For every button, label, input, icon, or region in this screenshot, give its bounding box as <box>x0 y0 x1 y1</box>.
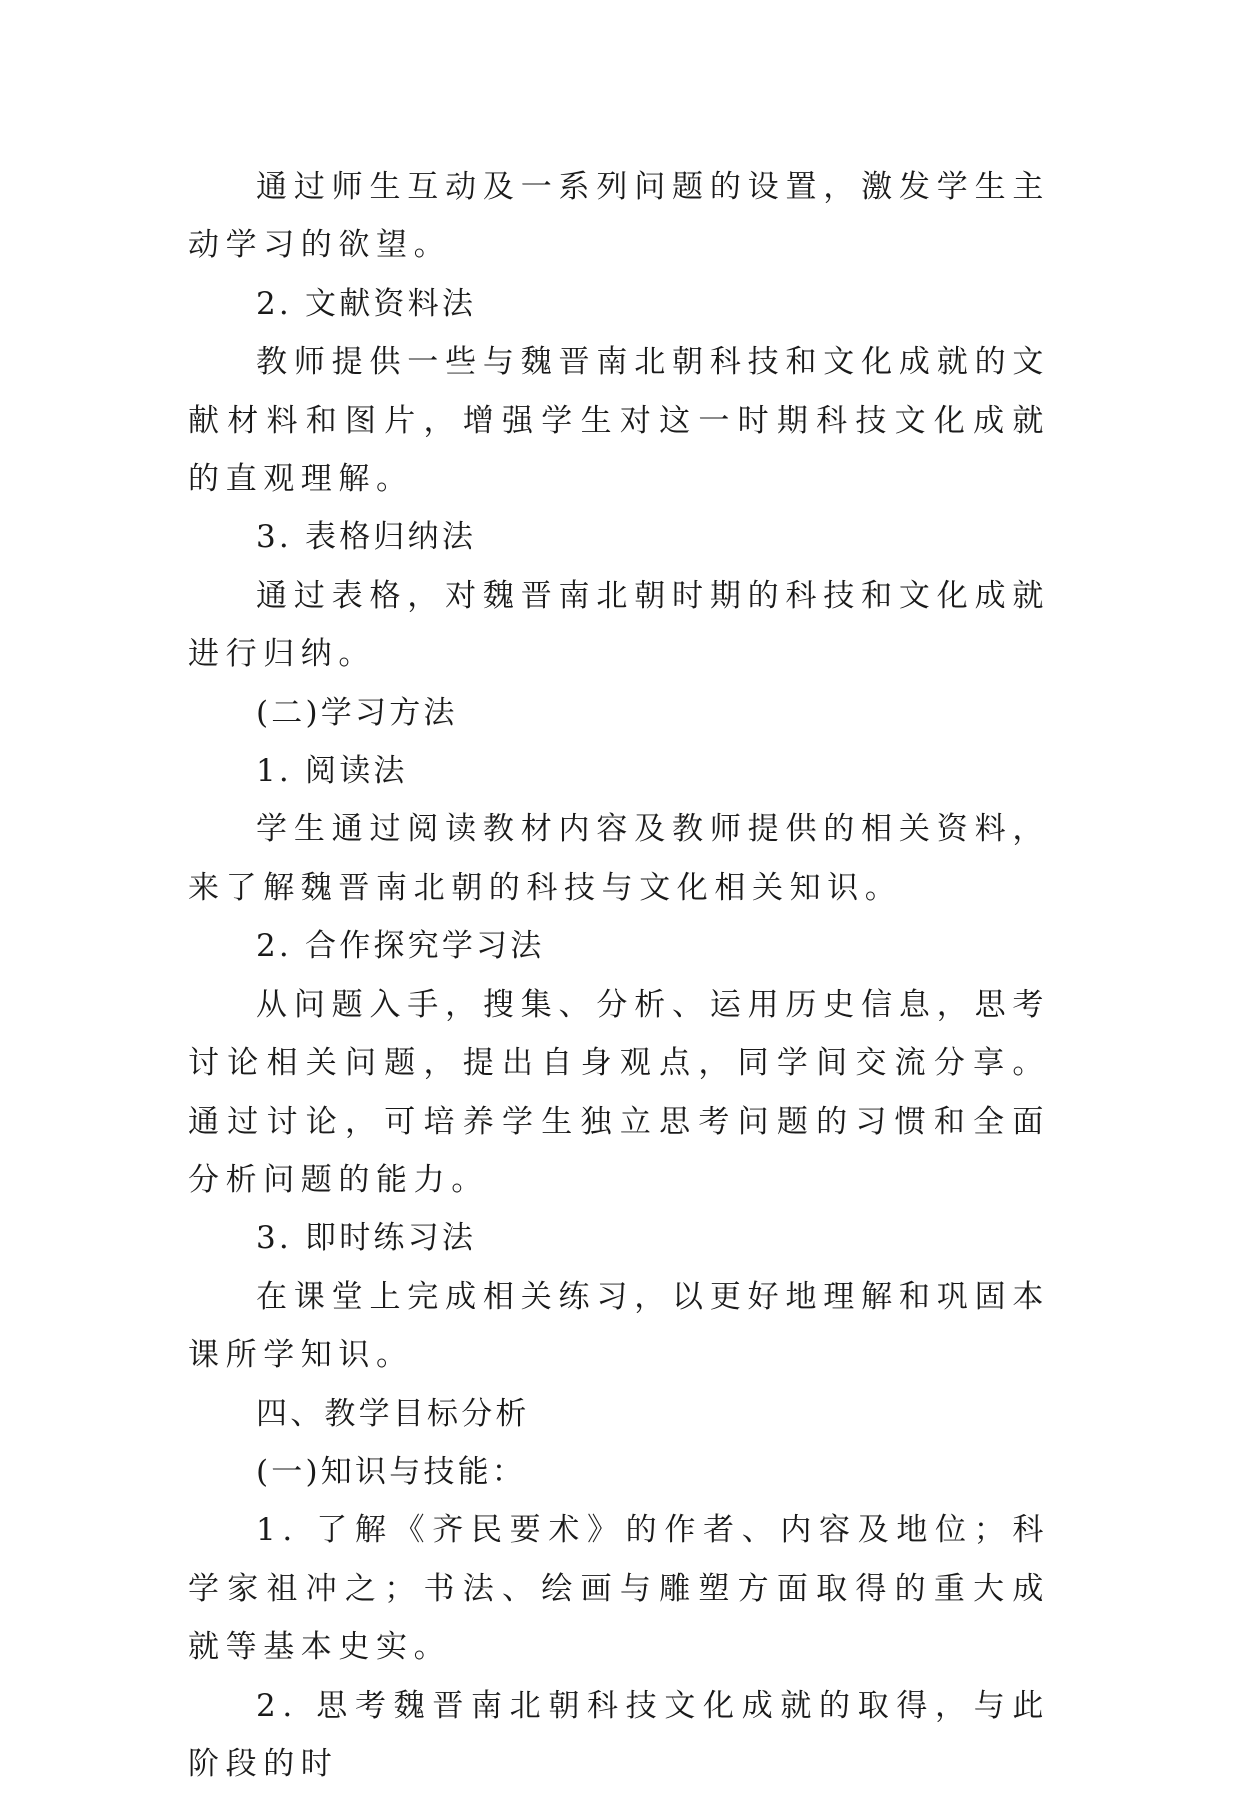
paragraph-literature-method: 教师提供一些与魏晋南北朝科技和文化成就的文献材料和图片，增强学生对这一时期科技文化成就的直观理解。 <box>188 344 1050 498</box>
paragraph-teaching-interaction: 通过师生互动及一系列问题的设置，激发学生主动学习的欲望。 <box>188 169 1050 264</box>
heading-teaching-objectives: 四、教学目标分析 <box>256 1395 530 1432</box>
heading-cooperative-inquiry: 2. 合作探究学习法 <box>256 928 545 965</box>
heading-literature-method: 2. 文献资料法 <box>256 285 477 322</box>
heading-instant-practice: 3. 即时练习法 <box>256 1220 477 1257</box>
heading-learning-methods: (二)学习方法 <box>256 694 458 731</box>
heading-knowledge-skills: (一)知识与技能： <box>256 1453 526 1490</box>
document-body <box>188 158 1050 1793</box>
heading-table-summary-method: 3. 表格归纳法 <box>256 519 477 556</box>
paragraph-cooperative-inquiry: 从问题入手，搜集、分析、运用历史信息，思考讨论相关问题，提出自身观点，同学间交流分享。通过讨论，可培养学生独立思考问题的习惯和全面分析问题的能力。 <box>188 986 1050 1198</box>
paragraph-objective-1: 1. 了解《齐民要术》的作者、内容及地位；科学家祖冲之；书法、绘画与雕塑方面取得的重大成就等基本史实。 <box>188 1512 1050 1666</box>
paragraph-table-summary-method: 通过表格，对魏晋南北朝时期的科技和文化成就进行归纳。 <box>188 577 1050 673</box>
heading-reading-method: 1. 阅读法 <box>256 753 408 790</box>
paragraph-instant-practice: 在课堂上完成相关练习，以更好地理解和巩固本课所学知识。 <box>188 1278 1050 1374</box>
paragraph-reading-method: 学生通过阅读教材内容及教师提供的相关资料，来了解魏晋南北朝的科技与文化相关知识。 <box>188 811 1050 906</box>
paragraph-objective-2: 2. 思考魏晋南北朝科技文化成就的取得，与此阶段的时 <box>188 1687 1050 1782</box>
